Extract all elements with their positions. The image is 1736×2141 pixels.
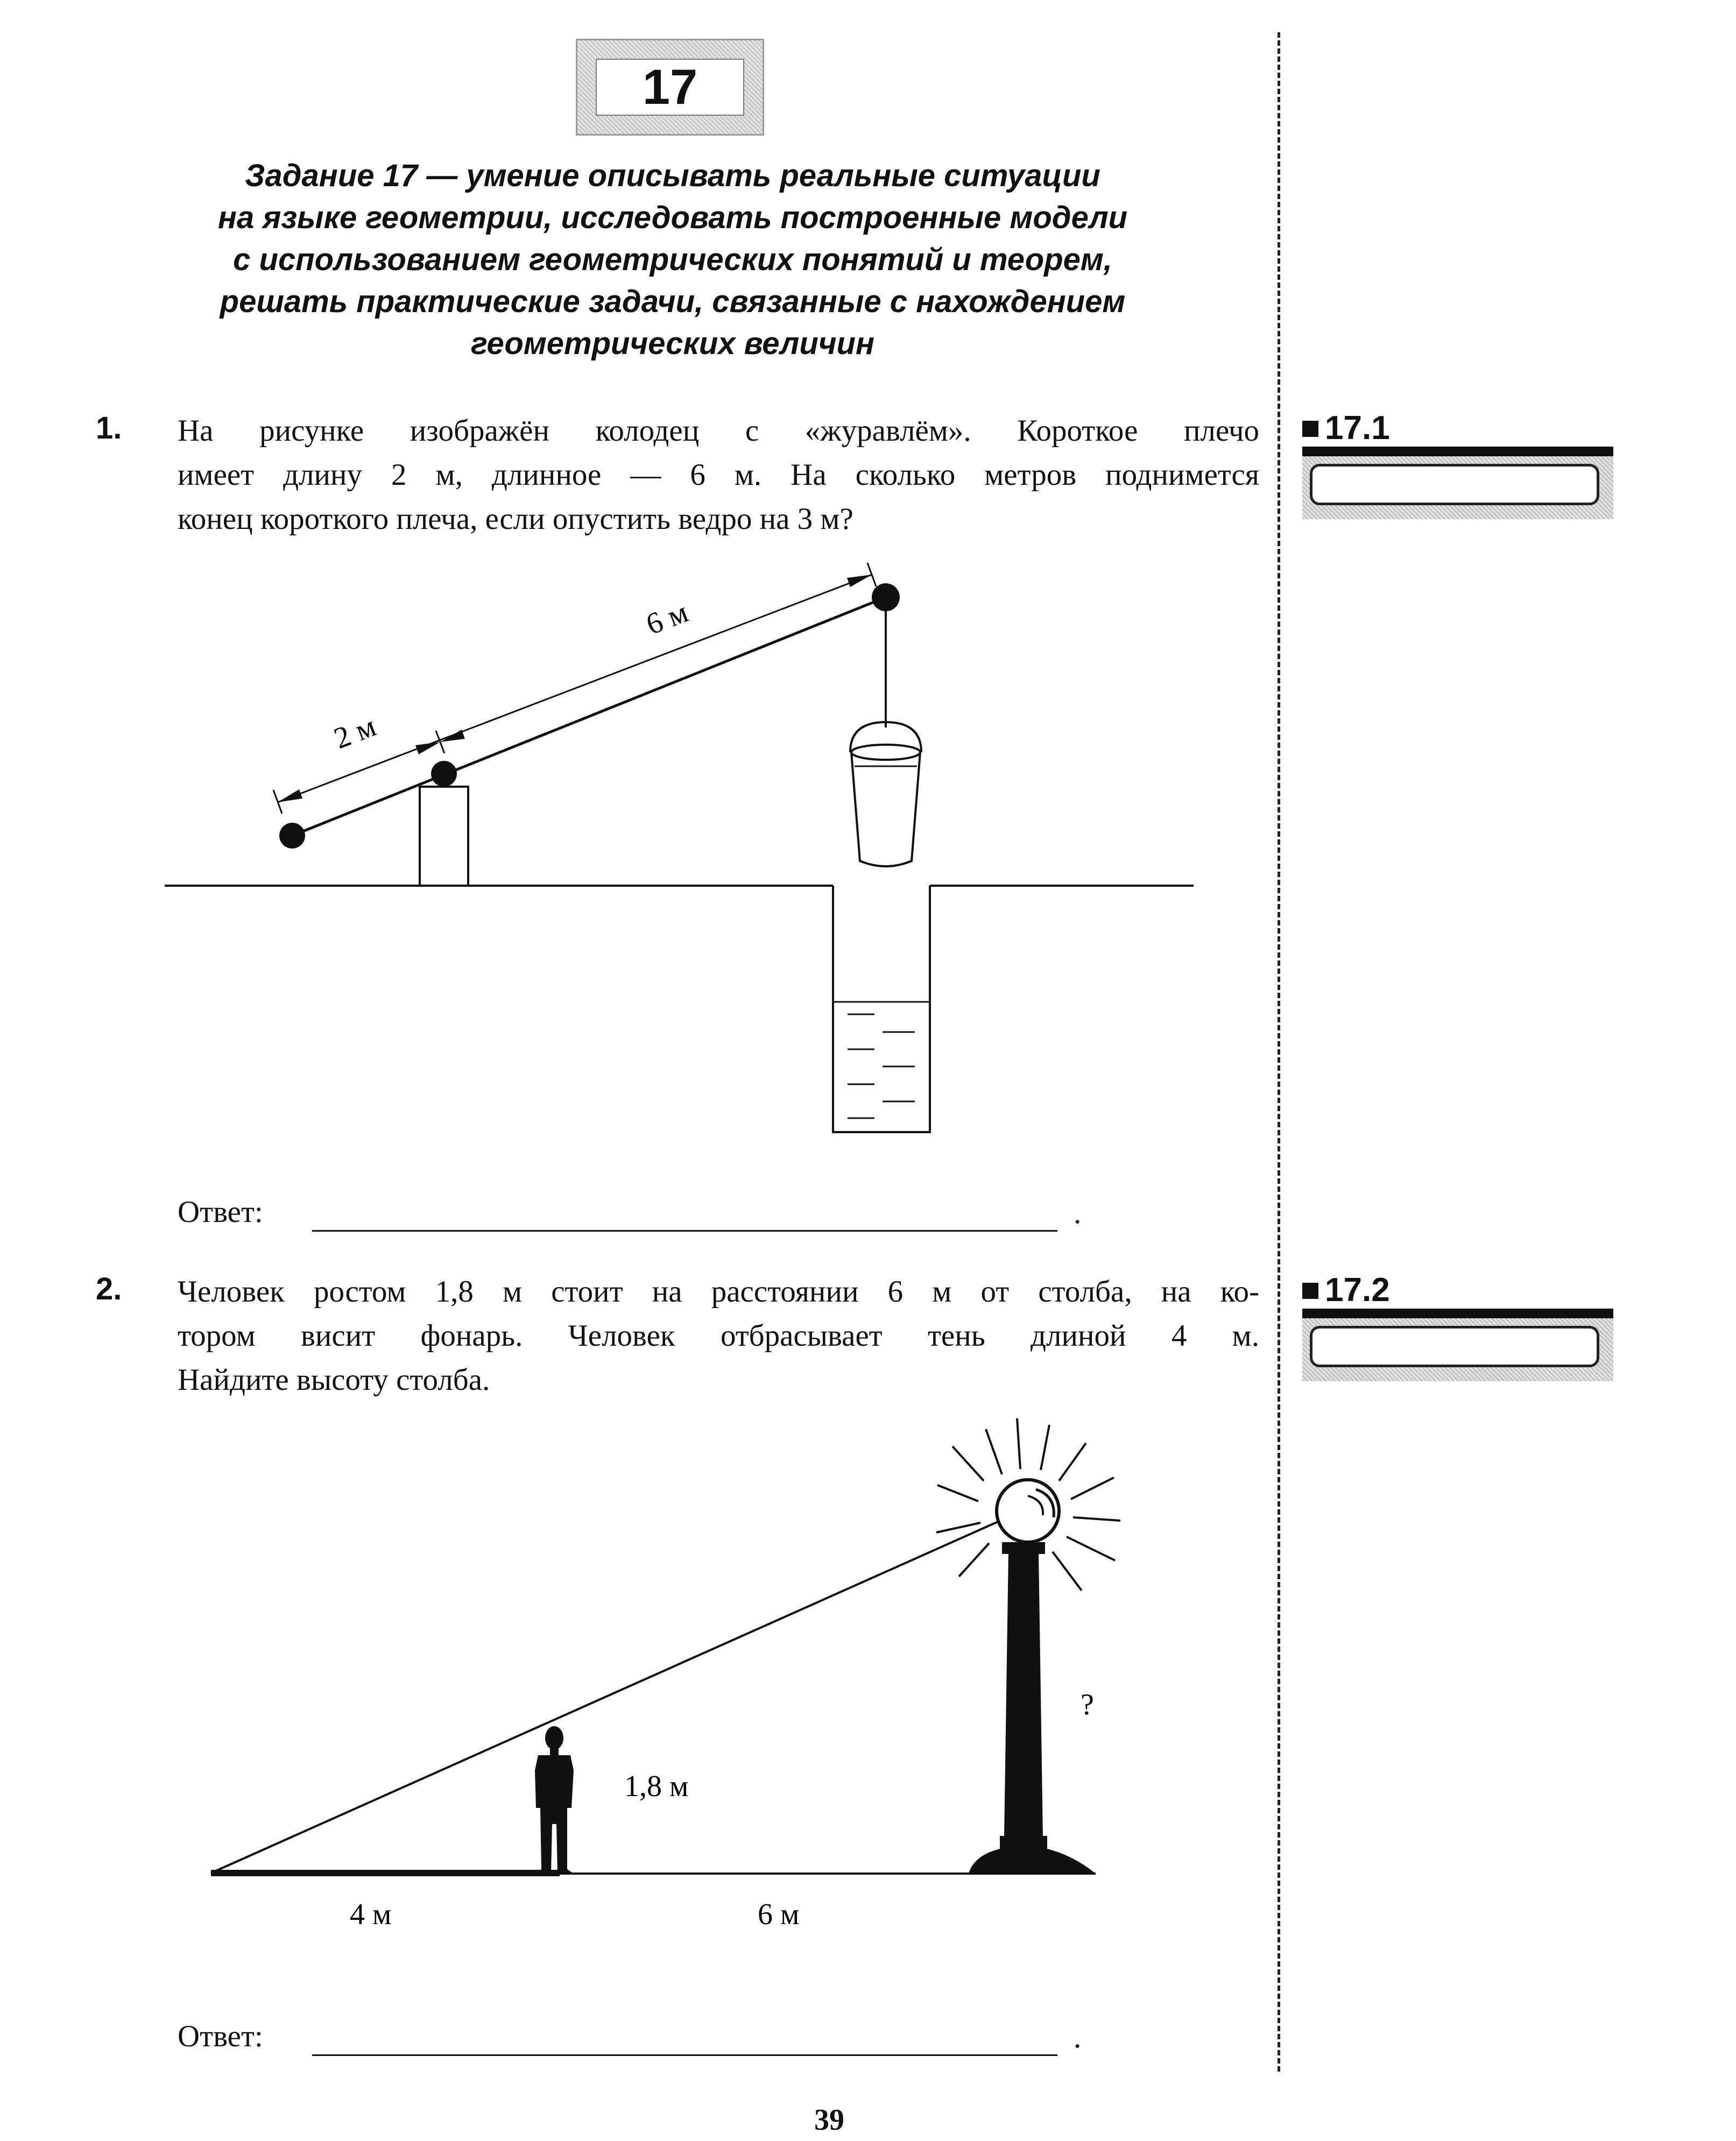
bucket: [850, 722, 921, 866]
page-number: 39: [814, 2103, 844, 2137]
distance-label: 6 м: [758, 1898, 800, 1931]
question-1-line: На рисунке изображён колодец с «журавлём». Короткое плечо: [178, 414, 1259, 448]
well-sweep-figure: [0, 538, 1270, 1173]
task-heading: [135, 155, 1211, 365]
heading-line: Задание 17 — умение описывать реальные ситуации: [245, 158, 1100, 193]
answer-1-period: .: [1074, 1196, 1082, 1230]
margin-divider: [1278, 32, 1280, 2072]
question-2-text: [178, 1270, 1259, 1402]
well-shaft: [833, 886, 930, 1132]
shadow-label: 4 м: [350, 1898, 392, 1931]
answer-box-17-2-input[interactable]: [1310, 1326, 1599, 1367]
sweep-beam: [292, 597, 886, 836]
answer-box-17-1-input[interactable]: [1310, 464, 1599, 505]
light-ray: [211, 1518, 1005, 1873]
side-label-17-2: 17.2: [1302, 1271, 1390, 1309]
square-marker-icon: [1302, 1283, 1318, 1299]
heading-line: с использованием геометрических понятий и теорем,: [233, 242, 1112, 277]
lamp-post-figure: [0, 1399, 1270, 1937]
question-2-line: Человек ростом 1,8 м стоит на расстоянии 6 м от столба, на ко-: [178, 1275, 1259, 1309]
lamp-post: [969, 1542, 1096, 1874]
answer-1-label: Ответ:: [178, 1195, 263, 1229]
side-label-17-1: 17.1: [1302, 409, 1390, 447]
heading-line: на языке геометрии, исследовать построенные модели: [217, 200, 1128, 235]
answer-2-period: .: [1074, 2020, 1082, 2054]
question-2-line: Найдите высоту столба.: [178, 1363, 490, 1397]
question-1-number: 1.: [96, 411, 122, 446]
water-lines: [848, 1014, 915, 1118]
task-number-box: [576, 39, 764, 136]
person-silhouette: [535, 1726, 574, 1874]
question-2-number: 2.: [96, 1271, 122, 1306]
height-label: 1,8 м: [624, 1770, 689, 1803]
question-1-line: имеет длину 2 м, длинное — 6 м. На сколько метров поднимется: [178, 458, 1259, 492]
long-arm-label: 6 м: [641, 595, 693, 642]
short-arm-label: 2 м: [329, 709, 380, 756]
answer-box-17-1: [1302, 447, 1613, 519]
unknown-height-label: ?: [1081, 1688, 1094, 1721]
heading-line: геометрических величин: [470, 326, 875, 361]
square-marker-icon: [1302, 421, 1318, 437]
task-number: 17: [596, 59, 744, 116]
lamp-globe: [997, 1480, 1059, 1542]
answer-box-17-2: [1302, 1309, 1613, 1381]
question-1-text: [178, 409, 1259, 541]
answer-1-field[interactable]: [312, 1230, 1057, 1232]
pivot-joint: [431, 761, 457, 787]
short-arm-end: [279, 823, 305, 849]
fulcrum-post: [420, 787, 468, 886]
dimension-line: [278, 575, 872, 802]
question-1-line: конец короткого плеча, если опустить ведро на 3 м?: [178, 502, 853, 536]
heading-line: решать практические задачи, связанные с нахождением: [220, 284, 1126, 319]
answer-2-label: Ответ:: [178, 2019, 263, 2053]
question-2-line: тором висит фонарь. Человек отбрасывает тень длиной 4 м.: [178, 1319, 1259, 1353]
answer-2-field[interactable]: [312, 2054, 1057, 2056]
